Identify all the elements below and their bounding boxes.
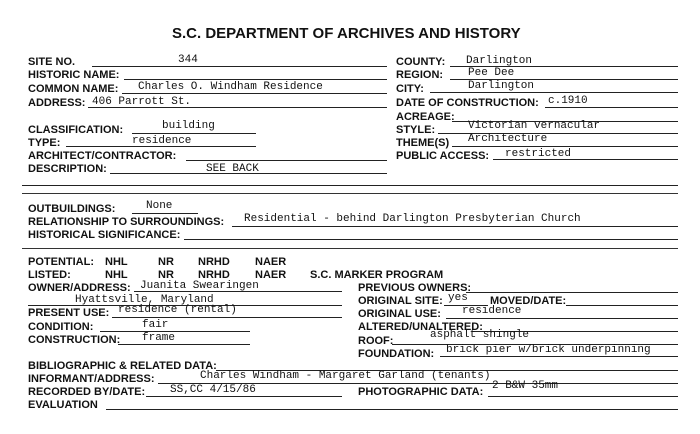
potential-nr: NR bbox=[158, 256, 174, 268]
classification-value: building bbox=[162, 120, 215, 132]
original-site-value: yes bbox=[448, 292, 468, 304]
public-access-line bbox=[493, 159, 678, 160]
historical-significance-line bbox=[184, 239, 678, 240]
type-value: residence bbox=[132, 135, 192, 147]
owner-address-label: OWNER/ADDRESS: bbox=[28, 282, 131, 294]
classification-line bbox=[132, 133, 256, 134]
original-use-value: residence bbox=[462, 305, 522, 317]
recorded-by-line bbox=[146, 396, 342, 397]
bibliographic-label: BIBLIOGRAPHIC & RELATED DATA: bbox=[28, 360, 217, 372]
listed-naer: NAER bbox=[255, 269, 287, 281]
roof-label: ROOF: bbox=[358, 335, 394, 347]
historical-significance-label: HISTORICAL SIGNIFICANCE: bbox=[28, 229, 181, 241]
listed-nhl: NHL bbox=[105, 269, 128, 281]
moved-date-label: MOVED/DATE: bbox=[490, 295, 567, 307]
type-label: TYPE: bbox=[28, 137, 61, 149]
region-value: Pee Dee bbox=[468, 67, 515, 79]
classification-label: CLASSIFICATION: bbox=[28, 124, 124, 136]
original-use-label: ORIGINAL USE: bbox=[358, 308, 441, 320]
public-access-value: restricted bbox=[505, 148, 572, 160]
address-line bbox=[88, 107, 387, 108]
listed-label: LISTED: bbox=[28, 269, 71, 281]
common-name-line bbox=[122, 93, 387, 94]
condition-value: fair bbox=[142, 319, 169, 331]
roof-value: asphalt shingle bbox=[430, 329, 530, 341]
photographic-data-line bbox=[488, 396, 678, 397]
construction-label: CONSTRUCTION: bbox=[28, 334, 121, 346]
common-name-label: COMMON NAME: bbox=[28, 83, 119, 95]
site-no-line bbox=[92, 66, 387, 67]
recorded-by-value: SS,CC 4/15/86 bbox=[170, 384, 256, 396]
informant-value: Charles Windham - Margaret Garland (tenants) bbox=[200, 370, 491, 382]
potential-nhl: NHL bbox=[105, 256, 128, 268]
owner-city-value: Hyattsville, Maryland bbox=[75, 294, 214, 306]
photographic-data-label: PHOTOGRAPHIC DATA: bbox=[358, 386, 484, 398]
condition-label: CONDITION: bbox=[28, 321, 94, 333]
address-label: ADDRESS: bbox=[28, 97, 86, 109]
evaluation-line bbox=[106, 409, 678, 410]
style-value: Victorian vernacular bbox=[468, 120, 601, 132]
themes-label: THEME(S) bbox=[396, 137, 450, 149]
description-line bbox=[110, 173, 387, 174]
architect-label: ARCHITECT/CONTRACTOR: bbox=[28, 150, 177, 162]
county-value: Darlington bbox=[466, 55, 533, 67]
altered-label: ALTERED/UNALTERED: bbox=[358, 321, 483, 333]
city-value: Darlington bbox=[468, 80, 535, 92]
date-construction-label: DATE OF CONSTRUCTION: bbox=[396, 97, 539, 109]
style-label: STYLE: bbox=[396, 124, 436, 136]
description-extra-line bbox=[22, 185, 678, 186]
previous-owners-label: PREVIOUS OWNERS: bbox=[358, 282, 472, 294]
foundation-line bbox=[440, 356, 678, 357]
region-label: REGION: bbox=[396, 69, 444, 81]
owner-line bbox=[134, 291, 342, 292]
common-name-value: Charles O. Windham Residence bbox=[138, 81, 323, 93]
photographic-data-value: 2 B&W 35mm bbox=[492, 380, 559, 392]
date-construction-line bbox=[545, 107, 678, 108]
section-divider bbox=[22, 193, 678, 194]
listed-nr: NR bbox=[158, 269, 174, 281]
previous-owners-line bbox=[466, 292, 678, 293]
date-construction-value: c.1910 bbox=[548, 95, 588, 107]
potential-naer: NAER bbox=[255, 256, 287, 268]
construction-line bbox=[118, 344, 250, 345]
outbuildings-label: OUTBUILDINGS: bbox=[28, 203, 116, 215]
informant-label: INFORMANT/ADDRESS: bbox=[28, 373, 155, 385]
construction-value: frame bbox=[142, 332, 176, 344]
address-value: 406 Parrott St. bbox=[92, 96, 192, 108]
moved-date-line bbox=[566, 305, 678, 306]
historic-name-label: HISTORIC NAME: bbox=[28, 69, 120, 81]
city-label: CITY: bbox=[396, 83, 424, 95]
historic-name-line bbox=[124, 79, 387, 80]
public-access-label: PUBLIC ACCESS: bbox=[396, 150, 490, 162]
present-use-label: PRESENT USE: bbox=[28, 307, 110, 319]
description-label: DESCRIPTION: bbox=[28, 163, 107, 175]
original-use-line bbox=[446, 318, 678, 319]
outbuildings-value: None bbox=[146, 200, 173, 212]
marker-program-label: S.C. MARKER PROGRAM bbox=[310, 269, 444, 281]
present-use-value: residence (rental) bbox=[118, 304, 237, 316]
foundation-value: brick pier w/brick underpinning bbox=[446, 344, 651, 356]
city-line bbox=[430, 92, 678, 93]
type-line bbox=[66, 146, 256, 147]
potential-nrhd: NRHD bbox=[198, 256, 230, 268]
relationship-line bbox=[232, 226, 678, 227]
architect-line bbox=[186, 160, 387, 161]
themes-value: Architecture bbox=[468, 133, 548, 145]
original-site-label: ORIGINAL SITE: bbox=[358, 295, 443, 307]
description-value: SEE BACK bbox=[206, 163, 259, 175]
relationship-label: RELATIONSHIP TO SURROUNDINGS: bbox=[28, 216, 225, 228]
present-use-line bbox=[112, 317, 342, 318]
section-divider-2 bbox=[22, 248, 678, 249]
acreage-label: ACREAGE: bbox=[396, 111, 455, 123]
owner-name-value: Juanita Swearingen bbox=[140, 280, 259, 292]
form-title: S.C. DEPARTMENT OF ARCHIVES AND HISTORY bbox=[172, 25, 521, 42]
site-no-label: SITE NO. bbox=[28, 56, 76, 68]
themes-line bbox=[452, 146, 678, 147]
site-no-value: 344 bbox=[178, 54, 198, 66]
relationship-value: Residential - behind Darlington Presbyterian Church bbox=[244, 213, 581, 225]
recorded-by-label: RECORDED BY/DATE: bbox=[28, 386, 146, 398]
foundation-label: FOUNDATION: bbox=[358, 348, 435, 360]
potential-label: POTENTIAL: bbox=[28, 256, 94, 268]
outbuildings-line bbox=[132, 213, 198, 214]
listed-nrhd: NRHD bbox=[198, 269, 230, 281]
evaluation-label: EVALUATION bbox=[28, 399, 98, 411]
county-label: COUNTY: bbox=[396, 56, 446, 68]
